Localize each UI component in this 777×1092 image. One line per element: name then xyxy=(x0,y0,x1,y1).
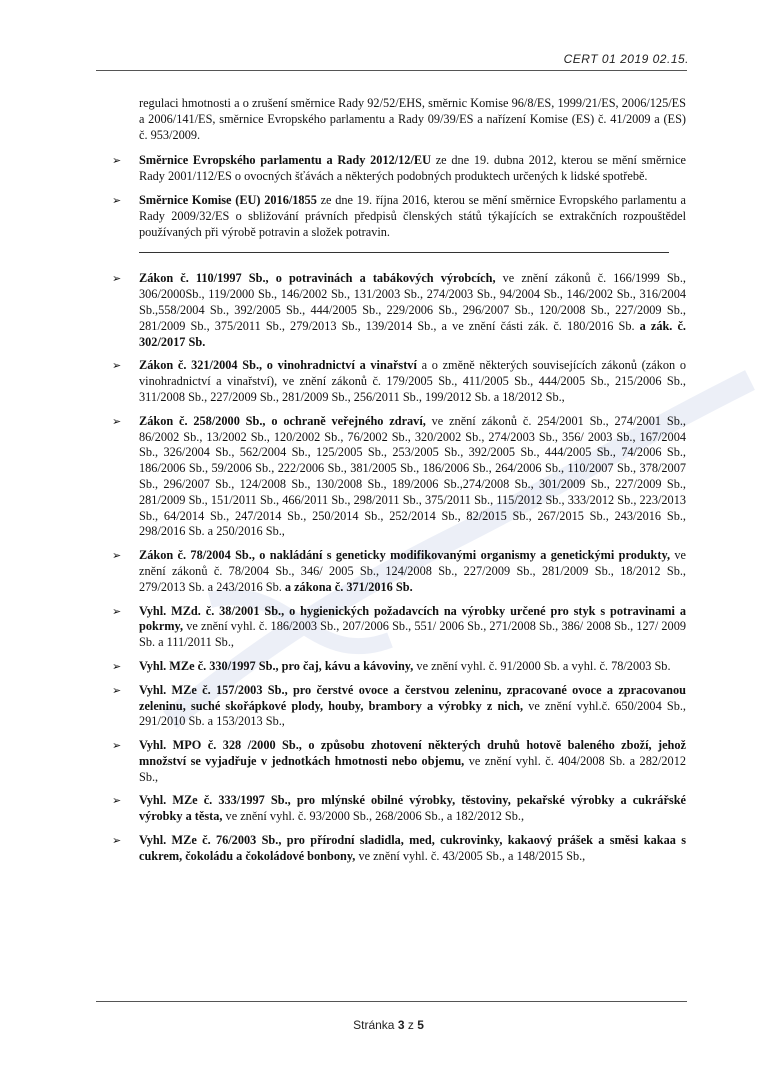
arrow-bullet-icon: ➢ xyxy=(112,272,122,286)
legislation-details: ze dne 19. dubna 2012, kterou se mění směrnice Rady 2001/112/ES o ovocných šťávách a některých podobných produktech určených k lidské spotřebě. xyxy=(139,153,687,184)
legislation-title: Zákon č. 258/2000 Sb., o ochraně veřejného zdraví, xyxy=(139,413,426,428)
page-content xyxy=(112,96,686,873)
total-pages: 5 xyxy=(417,1018,424,1032)
legislation-text xyxy=(139,193,686,239)
arrow-bullet-icon: ➢ xyxy=(112,359,122,373)
legislation-details: ve znění vyhl. č. 43/2005 Sb., a 148/2015 Sb., xyxy=(355,848,586,863)
arrow-bullet-icon: ➢ xyxy=(112,739,122,753)
legislation-title: Zákon č. 110/1997 Sb., o potravinách a tabákových výrobcích, xyxy=(139,271,496,286)
legislation-title: Směrnice Komise (EU) 2016/1855 xyxy=(139,192,317,207)
arrow-bullet-icon: ➢ xyxy=(112,834,122,848)
eu-directives-list xyxy=(112,153,686,240)
legislation-title: Vyhl. MZd. č. 38/2001 Sb., o hygienických požadavcích na výrobky určené pro styk s potravinami a pokrmy, xyxy=(139,603,686,634)
legislation-details: ve znění vyhl. č. 91/2000 Sb. a vyhl. č. 78/2003 Sb. xyxy=(413,658,671,673)
legislation-text xyxy=(139,683,686,729)
arrow-bullet-icon: ➢ xyxy=(112,683,122,697)
legislation-text xyxy=(139,414,686,539)
legislation-details: ze dne 19. října 2016, kterou se mění směrnice Evropského parlamentu a Rady 2009/32/ES o sbližování právních předpisů členských států týkajících se extrakčních rozpouštědel používaných při výrobě potravin a složek potravin. xyxy=(139,192,686,239)
legislation-text xyxy=(139,271,686,348)
legislation-details: ve znění vyhl. č. 186/2003 Sb., 207/2006 Sb., 551/ 2006 Sb., 271/2008 Sb., 386/ 2008 Sb., 127/ 2009 Sb. a 111/2011 Sb., xyxy=(139,619,686,650)
legislation-title: Zákon č. 78/2004 Sb., o nakládání s geneticky modifikovanými organismy a genetickými produkty, xyxy=(139,548,671,563)
legislation-item xyxy=(112,271,686,350)
legislation-details: ve znění vyhl.č. 650/2004 Sb., 291/2010 Sb. a 153/2013 Sb., xyxy=(139,698,686,729)
legislation-details: ve znění zákonů č. 166/1999 Sb., 306/2000Sb., 119/2000 Sb., 146/2002 Sb., 131/2003 Sb., 274/2003 Sb., 94/2004 Sb., 146/2002 Sb., 316/2004 Sb.,558/2004 Sb., 392/2005 Sb., 444/2005 Sb., 229/2006 Sb., 296/2007 Sb., 120/2008 Sb., 227/2009 Sb., 281/2009 Sb., 375/2011 Sb., 279/2013 Sb., 139/2014 Sb., a ve znění části zák. č. 180/2016 Sb. xyxy=(139,271,686,333)
legislation-item xyxy=(112,548,686,595)
legislation-item xyxy=(112,153,686,185)
legislation-text xyxy=(139,659,671,673)
continuation-paragraph: regulaci hmotnosti a o zrušení směrnice Rady 92/52/EHS, směrnic Komise 96/8/ES, 1999/21/ES, 2006/125/ES a 2006/141/ES, směrnice Evropského parlamentu a Rady 09/39/ES a nařízení Komise (ES) č. 41/2009 a (ES) č. 953/2009. xyxy=(139,96,686,142)
legislation-details: ve znění vyhl. č. 404/2008 Sb. a 282/2012 Sb., xyxy=(139,753,687,784)
legislation-item xyxy=(112,683,686,730)
legislation-title: Směrnice Evropského parlamentu a Rady 2012/12/EU xyxy=(139,153,431,168)
arrow-bullet-icon: ➢ xyxy=(112,794,122,808)
legislation-details: ve znění zákonů č. 254/2001 Sb., 274/2001 Sb., 86/2002 Sb., 13/2002 Sb., 120/2002 Sb., 76/2002 Sb., 320/2002 Sb., 274/2003 Sb., 356/ 2003 Sb., 167/2004 Sb., 326/2004 Sb., 562/2004 Sb., 125/2005 Sb., 253/2005 Sb., 392/2005 Sb., 444/2005 Sb., 74/2006 Sb., 186/2006 Sb., 59/2006 Sb., 222/2006 Sb., 381/2005 Sb., 186/2006 Sb., 264/2006 Sb., 110/2007 Sb., 378/2007 Sb., 296/2007 Sb., 124/2008 Sb., 130/2008 Sb., 189/2006 Sb.,274/2008 Sb., 301/2009 Sb., 227/2009 Sb., 281/2009 Sb., 151/2011 Sb., 466/2011 Sb., 298/2011 Sb., 375/2011 Sb., 115/2012 Sb., 333/2012 Sb., 223/2013 Sb., 64/2014 Sb., 247/2014 Sb., 250/2014 Sb., 252/2014 Sb., 82/2015 Sb., 267/2015 Sb., 243/2016 Sb., 298/2016 Sb. a 250/2016 Sb., xyxy=(139,413,686,539)
legislation-item xyxy=(112,738,686,785)
legislation-amendment: a zákona č. 371/2016 Sb. xyxy=(284,579,413,594)
legislation-text xyxy=(139,358,686,404)
arrow-bullet-icon: ➢ xyxy=(112,154,122,168)
document-reference: CERT 01 2019 02.15. xyxy=(563,52,689,66)
arrow-bullet-icon: ➢ xyxy=(112,604,122,618)
legislation-details: ve znění zákonů č. 78/2004 Sb., 346/ 2005 Sb., 124/2008 Sb., 227/2009 Sb., 281/2009 Sb., 18/2012 Sb., 279/2013 Sb. a 243/2016 Sb. xyxy=(139,548,686,594)
legislation-text xyxy=(139,153,686,183)
legislation-item xyxy=(112,604,686,651)
arrow-bullet-icon: ➢ xyxy=(112,549,122,563)
legislation-text xyxy=(139,548,686,594)
arrow-bullet-icon: ➢ xyxy=(112,414,122,428)
legislation-text xyxy=(139,793,686,823)
legislation-text xyxy=(139,604,686,650)
legislation-details: a o změně některých souvisejících zákonů (zákon o vinohradnictví a vinařství), ve znění zákonů č. 179/2005 Sb., 411/2005 Sb., 444/2005 Sb., 215/2006 Sb., 311/2008 Sb., 227/2009 Sb., 281/2009 Sb., 256/2011 Sb., 199/2012 Sb. a 18/2012 Sb., xyxy=(139,358,686,404)
legislation-item xyxy=(112,414,686,540)
legislation-item xyxy=(112,193,686,240)
czech-laws-list xyxy=(112,271,686,864)
footer-separator: z xyxy=(404,1018,418,1032)
footer-divider xyxy=(96,1001,687,1002)
arrow-bullet-icon: ➢ xyxy=(112,193,122,207)
legislation-item xyxy=(112,358,686,405)
legislation-title: Vyhl. MZe č. 157/2003 Sb., pro čerstvé ovoce a čerstvou zeleninu, zpracované ovoce a zpracovanou zeleninu, suché skořápkové plody, houby, brambory a výrobky z nich, xyxy=(139,682,686,713)
legislation-title: Vyhl. MZe č. 333/1997 Sb., pro mlýnské obilné výrobky, těstoviny, pekařské výrobky a cukrářské výrobky a těsta, xyxy=(139,793,686,824)
legislation-text xyxy=(139,833,686,863)
legislation-title: Zákon č. 321/2004 Sb., o vinohradnictví a vinařství xyxy=(139,358,417,373)
legislation-item xyxy=(112,659,686,675)
current-page: 3 xyxy=(397,1018,405,1032)
legislation-item xyxy=(112,833,686,865)
header-divider xyxy=(96,70,687,71)
legislation-text xyxy=(139,738,686,784)
arrow-bullet-icon: ➢ xyxy=(112,659,122,673)
page-footer xyxy=(0,1018,777,1032)
legislation-title: Vyhl. MZe č. 330/1997 Sb., pro čaj, kávu a kávoviny, xyxy=(139,658,414,673)
legislation-title: Vyhl. MZe č. 76/2003 Sb., pro přírodní sladidla, med, cukrovinky, kakaový prášek a směsi kakaa s cukrem, čokoládu a čokoládové bonbony, xyxy=(139,833,686,863)
legislation-item xyxy=(112,793,686,825)
footer-prefix: Stránka xyxy=(353,1018,398,1032)
section-divider xyxy=(139,252,669,253)
legislation-title: Vyhl. MPO č. 328 /2000 Sb., o způsobu zhotovení některých druhů hotově baleného zboží, jehož množství se vyjadřuje v jednotkách hmotnosti nebo objemu, xyxy=(139,738,686,768)
legislation-amendment: a zák. č. 302/2017 Sb. xyxy=(139,318,686,349)
legislation-details: ve znění vyhl. č. 93/2000 Sb., 268/2006 Sb., a 182/2012 Sb., xyxy=(222,809,525,824)
